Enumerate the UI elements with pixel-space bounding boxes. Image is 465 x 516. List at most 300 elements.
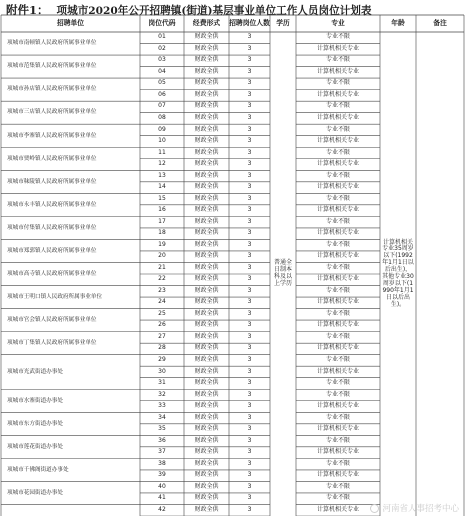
funding-cell [184,447,229,459]
major-cell [296,470,380,482]
count-cell-text: 3 [247,448,252,456]
major-cell-text: 计算机相关专业 [316,67,359,75]
major-cell-text: 专业不限 [325,390,350,398]
unit-name-cell [1,412,140,435]
header-post-code-text: 岗位代码 [148,18,176,27]
major-cell-text: 计算机相关专业 [316,44,359,52]
count-cell-text: 3 [247,275,252,283]
major-cell [296,170,380,182]
count-cell-text: 3 [247,56,252,64]
funding-cell-text: 财政全供 [194,459,219,467]
funding-cell [184,101,229,113]
unit-name-cell [1,435,140,458]
unit-name-cell [1,78,140,101]
unit-name-cell [1,309,140,332]
major-cell [296,124,380,136]
major-cell [296,67,380,79]
count-cell [229,274,270,286]
major-cell [296,113,380,125]
major-cell [296,493,380,505]
post-code-cell-text: 26 [158,321,166,329]
count-cell [229,136,270,148]
funding-cell [184,182,229,194]
post-code-cell-text: 35 [158,425,166,433]
unit-name-cell-text: 项城市官会镇人民政府所属事业单位 [7,316,97,323]
funding-cell-text: 财政全供 [194,309,219,317]
post-code-cell [140,78,184,90]
major-cell [296,239,380,251]
count-cell [229,147,270,159]
count-cell [229,101,270,113]
funding-cell [184,286,229,298]
count-cell [229,159,270,171]
major-cell [296,481,380,493]
funding-cell-text: 财政全供 [194,160,219,168]
major-cell-text: 计算机相关专业 [316,505,359,513]
post-code-cell [140,193,184,205]
post-code-cell-text: 09 [158,125,166,133]
funding-cell-text: 财政全供 [194,344,219,352]
major-cell-text: 专业不限 [325,148,350,156]
funding-cell [184,435,229,447]
post-code-cell [140,320,184,332]
funding-cell [184,355,229,367]
post-code-cell-text: 31 [158,379,166,387]
funding-cell-text: 财政全供 [194,402,219,410]
major-cell [296,458,380,470]
count-cell-text: 3 [247,90,252,98]
education-merged-cell [270,32,296,516]
funding-cell-text: 财政全供 [194,286,219,294]
major-cell-text: 计算机相关专业 [316,425,359,433]
count-cell-text: 3 [247,482,252,490]
post-code-cell [140,136,184,148]
post-code-cell [140,470,184,482]
funding-cell-text: 财政全供 [194,33,219,41]
major-cell [296,251,380,263]
post-code-cell-text: 20 [158,252,166,260]
unit-name-cell-text: 项城市千佛阁街道办事处 [7,466,69,473]
post-code-cell [140,355,184,367]
funding-cell-text: 财政全供 [194,390,219,398]
funding-cell [184,366,229,378]
unit-name-cell-text: 项城市秣陵镇人民政府所属事业单位 [7,178,97,185]
funding-cell [184,309,229,321]
funding-cell-text: 财政全供 [194,505,219,513]
major-cell-text: 计算机相关专业 [316,275,359,283]
count-cell [229,251,270,263]
major-cell [296,32,380,44]
funding-cell [184,378,229,390]
funding-cell-text: 财政全供 [194,240,219,248]
major-cell-text: 专业不限 [325,56,350,64]
major-cell-text: 专业不限 [325,194,350,202]
unit-name-cell-text: 项城市莲花街道办事处 [7,443,63,450]
age-merged-cell [380,32,416,516]
unit-name-cell [1,458,140,481]
post-code-cell [140,447,184,459]
count-cell-text: 3 [247,459,252,467]
funding-cell [184,205,229,217]
major-cell [296,136,380,148]
unit-name-cell [1,170,140,193]
funding-cell-text: 财政全供 [194,482,219,490]
post-code-cell [140,297,184,309]
major-cell-text: 计算机相关专业 [316,137,359,145]
unit-name-cell-text: 项城市南顿镇人民政府所属事业单位 [7,40,97,47]
major-cell [296,366,380,378]
post-code-cell [140,274,184,286]
post-code-cell [140,412,184,424]
header-unit [1,15,140,32]
count-cell [229,504,270,516]
count-cell-text: 3 [247,505,252,513]
count-cell-text: 3 [247,309,252,317]
post-code-cell-text: 37 [158,448,166,456]
major-cell [296,193,380,205]
post-code-cell-text: 25 [158,309,166,317]
funding-cell-text: 财政全供 [194,44,219,52]
funding-cell [184,193,229,205]
major-cell-text: 计算机相关专业 [316,298,359,306]
count-cell-text: 3 [247,355,252,363]
post-code-cell [140,170,184,182]
major-cell-text: 专业不限 [325,459,350,467]
count-cell [229,424,270,436]
count-cell [229,32,270,44]
unit-name-cell-text: 项城市光武街道办事处 [7,368,63,375]
major-cell-text: 计算机相关专业 [316,321,359,329]
post-code-cell-text: 42 [158,505,166,513]
post-code-cell [140,458,184,470]
major-cell-text: 专业不限 [325,240,350,248]
count-cell [229,458,270,470]
attachment-label: 附件1： [6,3,49,17]
major-cell [296,343,380,355]
post-code-cell [140,504,184,516]
major-cell [296,205,380,217]
funding-cell-text: 财政全供 [194,413,219,421]
unit-name-cell [1,101,140,124]
post-code-cell-text: 02 [158,44,166,52]
major-cell-text: 计算机相关专业 [316,367,359,375]
header-remark-text: 备注 [433,18,447,27]
count-cell-text: 3 [247,183,252,191]
post-code-cell-text: 15 [158,194,166,202]
funding-cell-text: 财政全供 [194,113,219,121]
funding-cell-text: 财政全供 [194,355,219,363]
major-cell-text: 计算机相关专业 [316,471,359,479]
major-cell [296,147,380,159]
major-cell-text: 计算机相关专业 [316,113,359,121]
funding-cell [184,44,229,56]
funding-cell [184,332,229,344]
unit-name-cell [1,147,140,170]
post-code-cell-text: 24 [158,298,166,306]
count-cell [229,343,270,355]
post-code-cell [140,182,184,194]
count-cell [229,412,270,424]
count-cell [229,470,270,482]
unit-name-cell [1,332,140,355]
post-code-cell-text: 29 [158,355,166,363]
major-cell [296,378,380,390]
count-cell-text: 3 [247,206,252,214]
unit-name-cell-text: 项城市永丰镇人民政府所属事业单位 [7,201,97,208]
unit-name-cell [1,389,140,412]
post-code-cell-text: 27 [158,332,166,340]
funding-cell [184,389,229,401]
post-code-cell [140,239,184,251]
post-code-cell [140,55,184,67]
count-cell [229,182,270,194]
count-cell [229,297,270,309]
funding-cell [184,297,229,309]
major-cell-text: 专业不限 [325,309,350,317]
funding-cell-text: 财政全供 [194,137,219,145]
count-cell-text: 3 [247,113,252,121]
post-code-cell-text: 34 [158,413,166,421]
post-code-cell-text: 17 [158,217,166,225]
unit-name-cell-text: 项城市高寺镇人民政府所属事业单位 [7,270,97,277]
major-cell [296,78,380,90]
count-cell-text: 3 [247,160,252,168]
count-cell [229,366,270,378]
major-cell-text: 专业不限 [325,482,350,490]
post-code-cell-text: 07 [158,102,166,110]
unit-name-cell [1,262,140,285]
count-cell-text: 3 [247,379,252,387]
count-cell [229,481,270,493]
major-cell [296,401,380,413]
unit-name-cell [1,193,140,216]
post-code-cell-text: 10 [158,137,166,145]
post-code-cell [140,389,184,401]
header-age [380,15,416,32]
count-cell-text: 3 [247,148,252,156]
header-major-text: 专业 [331,18,345,27]
post-code-cell [140,67,184,79]
funding-cell [184,90,229,102]
major-cell [296,55,380,67]
count-cell-text: 3 [247,425,252,433]
count-cell-text: 3 [247,171,252,179]
major-cell-text: 专业不限 [325,379,350,387]
funding-cell [184,55,229,67]
post-code-cell-text: 39 [158,471,166,479]
funding-cell [184,251,229,263]
count-cell [229,55,270,67]
header-major [296,15,380,32]
count-cell [229,435,270,447]
count-cell-text: 3 [247,67,252,75]
funding-cell-text: 财政全供 [194,183,219,191]
count-cell-text: 3 [247,102,252,110]
funding-cell [184,504,229,516]
major-cell-text: 计算机相关专业 [316,90,359,98]
major-cell-text: 专业不限 [325,263,350,271]
major-cell [296,504,380,516]
post-code-cell [140,124,184,136]
major-cell-text: 计算机相关专业 [316,252,359,260]
header-remark [416,15,464,32]
header-funding [184,15,229,32]
post-code-cell-text: 03 [158,56,166,64]
funding-cell [184,170,229,182]
major-cell [296,332,380,344]
post-code-cell-text: 01 [158,33,166,41]
major-cell [296,447,380,459]
major-cell-text: 计算机相关专业 [316,229,359,237]
watermark-logo-icon [370,504,379,513]
post-code-cell-text: 11 [158,148,166,156]
post-code-cell-text: 36 [158,436,166,444]
post-code-cell [140,251,184,263]
post-code-cell [140,332,184,344]
unit-name-cell-text: 项城市付集镇人民政府所属事业单位 [7,224,97,231]
post-code-cell-text: 05 [158,79,166,87]
age-merged-cell-text: 计算机相关专业35周岁以下(1992年1月1日以后出生)，其他专业30周岁以下(1990年1月1日以后出生)。 [382,238,414,308]
major-cell [296,424,380,436]
major-cell [296,44,380,56]
funding-cell [184,216,229,228]
major-cell [296,159,380,171]
post-code-cell [140,493,184,505]
post-code-cell [140,424,184,436]
major-cell-text: 计算机相关专业 [316,183,359,191]
funding-cell [184,481,229,493]
major-cell [296,389,380,401]
post-code-cell [140,32,184,44]
count-cell [229,44,270,56]
major-cell [296,297,380,309]
count-cell-text: 3 [247,390,252,398]
unit-name-cell [1,481,140,504]
funding-cell-text: 财政全供 [194,217,219,225]
post-code-cell-text: 06 [158,90,166,98]
funding-cell-text: 财政全供 [194,56,219,64]
major-cell [296,320,380,332]
unit-name-cell-text: 项城市王明口镇人民政府所属事业单位 [7,293,103,300]
count-cell [229,67,270,79]
count-cell-text: 3 [247,252,252,260]
post-code-cell [140,435,184,447]
funding-cell [184,159,229,171]
major-cell-text: 专业不限 [325,332,350,340]
count-cell [229,216,270,228]
post-code-cell [140,262,184,274]
count-cell [229,378,270,390]
post-code-cell [140,343,184,355]
funding-cell-text: 财政全供 [194,194,219,202]
funding-cell-text: 财政全供 [194,436,219,444]
unit-name-cell-text: 项城市水寨街道办事处 [7,397,63,404]
header-unit-text: 招聘单位 [56,18,85,27]
header-funding-text: 经费形式 [192,18,221,27]
unit-name-cell-text: 项城市三店镇人民政府所属事业单位 [7,109,97,116]
post-code-cell [140,401,184,413]
count-cell-text: 3 [247,217,252,225]
funding-cell [184,424,229,436]
post-code-cell [140,159,184,171]
funding-cell [184,470,229,482]
funding-cell [184,458,229,470]
count-cell [229,320,270,332]
funding-cell-text: 财政全供 [194,494,219,502]
funding-cell-text: 财政全供 [194,252,219,260]
funding-cell-text: 财政全供 [194,448,219,456]
header-education-text: 学历 [276,18,290,27]
funding-cell [184,493,229,505]
funding-cell-text: 财政全供 [194,102,219,110]
count-cell [229,493,270,505]
watermark-text: 河南省人事招考中心 [382,504,459,514]
major-cell-text: 专业不限 [325,102,350,110]
count-cell [229,170,270,182]
count-cell [229,332,270,344]
post-code-cell [140,44,184,56]
funding-cell-text: 财政全供 [194,263,219,271]
post-code-cell-text: 12 [158,160,166,168]
count-cell [229,113,270,125]
major-cell [296,101,380,113]
major-cell [296,262,380,274]
funding-cell-text: 财政全供 [194,171,219,179]
unit-name-cell-text: 项城市贾岭镇人民政府所属事业单位 [7,155,97,162]
major-cell-text: 计算机相关专业 [316,344,359,352]
major-cell-text: 专业不限 [325,436,350,444]
post-code-cell-text: 33 [158,402,166,410]
count-cell [229,228,270,240]
funding-cell-text: 财政全供 [194,90,219,98]
major-cell-text: 计算机相关专业 [316,448,359,456]
count-cell [229,355,270,367]
count-cell-text: 3 [247,194,252,202]
funding-cell [184,320,229,332]
unit-name-cell [1,286,140,309]
count-cell [229,90,270,102]
funding-cell-text: 财政全供 [194,321,219,329]
major-cell-text: 计算机相关专业 [316,206,359,214]
unit-name-cell [1,124,140,147]
count-cell-text: 3 [247,494,252,502]
major-cell-text: 专业不限 [325,125,350,133]
funding-cell-text: 财政全供 [194,148,219,156]
unit-name-cell-text: 项城市孙店镇人民政府所属事业单位 [7,86,97,93]
funding-cell-text: 财政全供 [194,79,219,87]
major-cell [296,355,380,367]
count-cell [229,286,270,298]
count-cell [229,193,270,205]
unit-name-cell [1,55,140,78]
post-code-cell [140,481,184,493]
major-cell [296,435,380,447]
count-cell-text: 3 [247,240,252,248]
post-code-cell [140,90,184,102]
major-cell-text: 专业不限 [325,33,350,41]
major-cell [296,182,380,194]
count-cell [229,447,270,459]
unit-name-cell-text: 项城市东方街道办事处 [7,420,63,427]
major-cell-text: 专业不限 [325,286,350,294]
post-code-cell-text: 32 [158,390,166,398]
funding-cell [184,32,229,44]
post-code-cell-text: 04 [158,67,166,75]
major-cell-text: 计算机相关专业 [316,402,359,410]
post-code-cell [140,216,184,228]
count-cell [229,78,270,90]
count-cell-text: 3 [247,79,252,87]
